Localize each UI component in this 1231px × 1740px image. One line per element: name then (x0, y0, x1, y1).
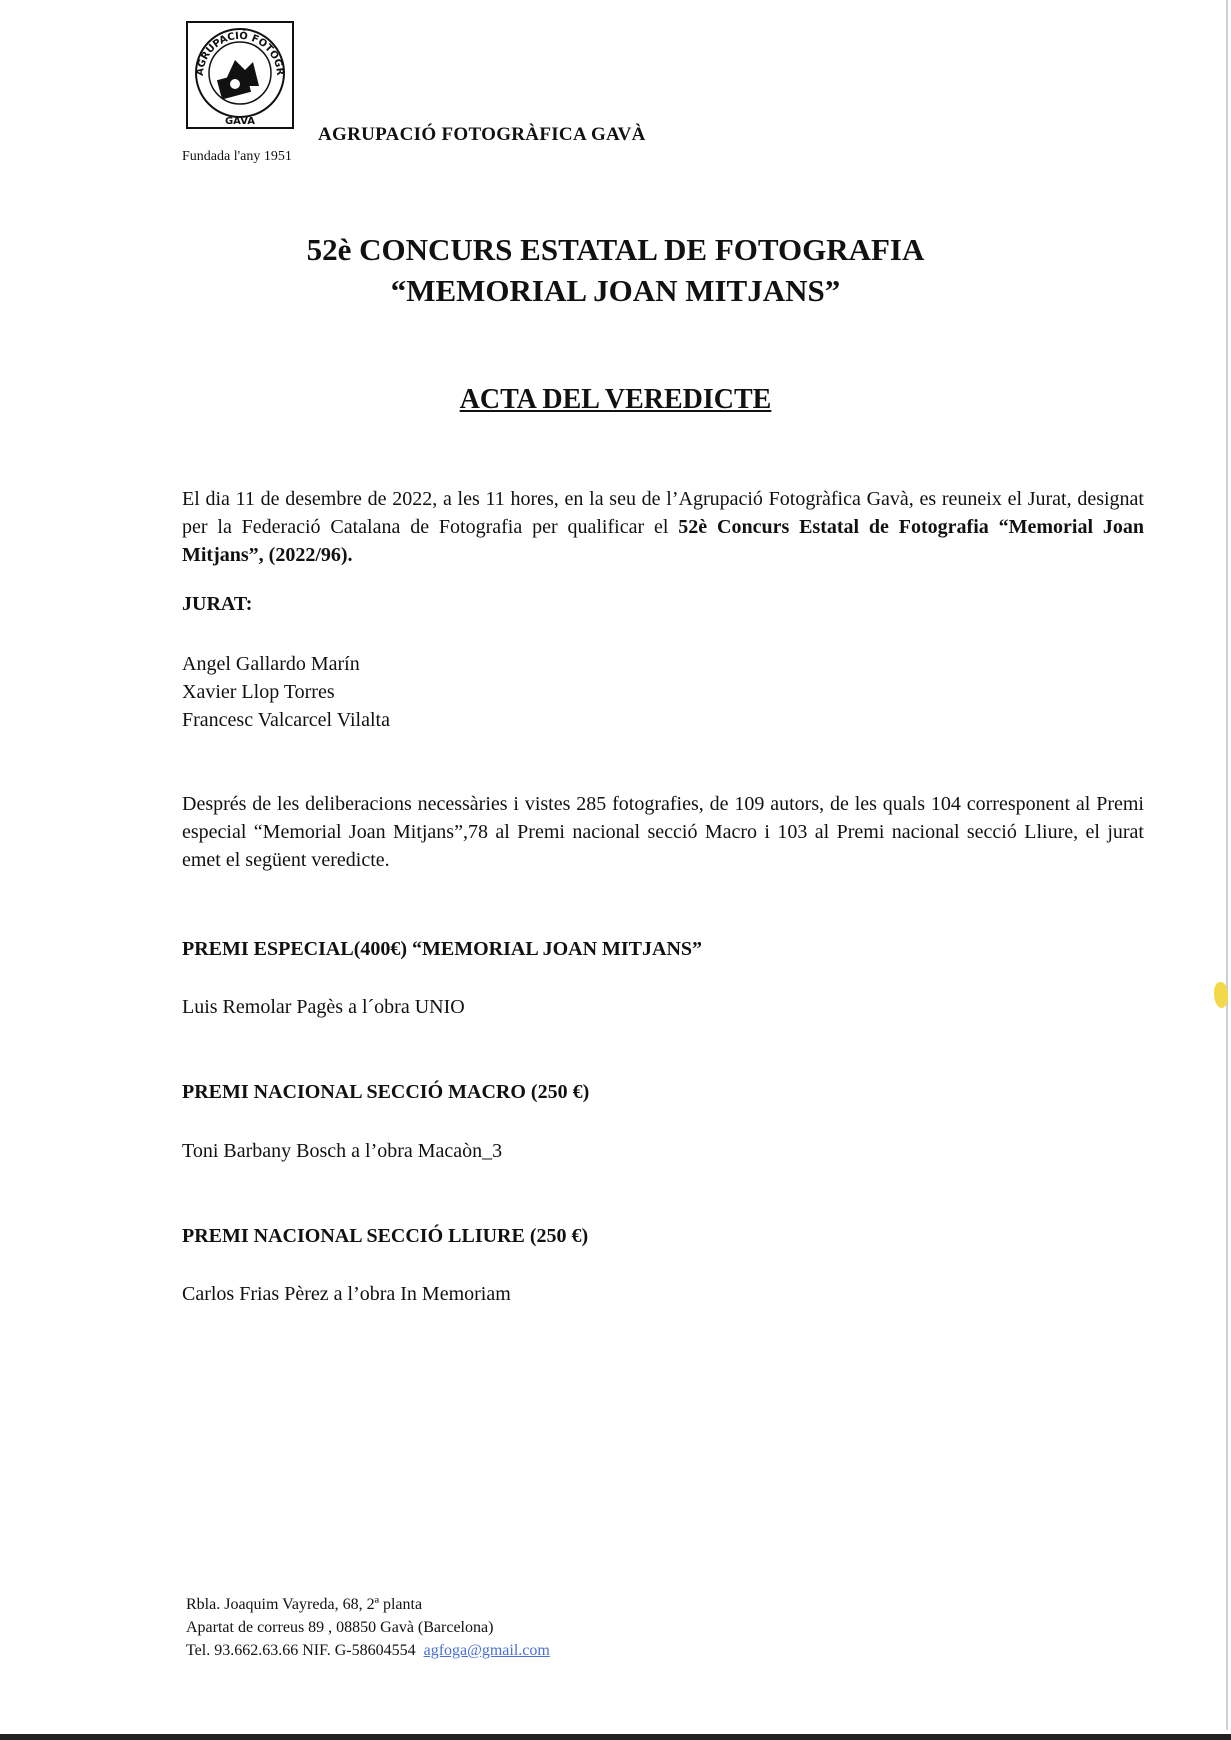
svg-text:GAVÀ: GAVÀ (224, 116, 256, 127)
intro-bold-text: 52è Concurs Estatal de Fotografia “Memorial Joan Mitjans”, (2022/96). (182, 516, 1144, 566)
email-link[interactable]: agfoga@gmail.com (423, 1642, 550, 1659)
footer-phone: Tel. 93.662.63.66 NIF. G-58604554 (186, 1642, 416, 1659)
footer-postal: Apartat de correus 89 , 08850 Gavà (Barcelona) (186, 1619, 494, 1636)
contest-title-line1: 52è CONCURS ESTATAL DE FOTOGRAFIA (306, 232, 925, 267)
scan-bottom-border (0, 1734, 1231, 1740)
prize-macro-title: PREMI NACIONAL SECCIÓ MACRO (250 €) (182, 1081, 590, 1103)
founded-note: Fundada l'any 1951 (182, 149, 292, 164)
scan-stain (1214, 982, 1228, 1008)
deliberation-paragraph: Després de les deliberacions necessàries i vistes 285 fotografies, de 109 autors, de les quals 104 corresponent al Premi especial “Memorial Joan Mitjans”,78 al Premi nacional secció Macro i 103 al Premi nacional secció Lliure, el jurat emet el següent veredicte. (182, 793, 1144, 871)
prize-special-title: PREMI ESPECIAL(400€) “MEMORIAL JOAN MITJANS” (182, 938, 703, 960)
scan-edge (1226, 0, 1228, 1730)
prize-macro-winner: Toni Barbany Bosch a l’obra Macaòn_3 (182, 1140, 503, 1162)
prize-lliure-title: PREMI NACIONAL SECCIÓ LLIURE (250 €) (182, 1225, 589, 1247)
svg-text:AGRUPACIÓ FOTOGRÀFICA: AGRUPACIÓ FOTOGR (194, 30, 286, 77)
club-logo (185, 20, 295, 138)
jury-member: Francesc Valcarcel Vilalta (182, 709, 390, 731)
footer-address: Rbla. Joaquim Vayreda, 68, 2ª planta (186, 1596, 423, 1613)
intro-paragraph (182, 485, 1144, 569)
acta-heading: ACTA DEL VEREDICTE (459, 384, 772, 415)
organization-name: AGRUPACIÓ FOTOGRÀFICA GAVÀ (318, 124, 646, 145)
jury-heading: JURAT: (182, 593, 253, 615)
jury-member: Xavier Llop Torres (182, 681, 335, 703)
prize-lliure-winner: Carlos Frias Pèrez a l’obra In Memoriam (182, 1283, 511, 1305)
contest-title-line2: “MEMORIAL JOAN MITJANS” (390, 273, 841, 308)
jury-member: Angel Gallardo Marín (182, 653, 360, 675)
footer-contact (186, 1639, 550, 1662)
prize-special-winner: Luis Remolar Pagès a l´obra UNIO (182, 996, 465, 1018)
intro-text: El dia 11 de desembre de 2022, a les 11 hores, en la seu de l’Agrupació Fotogràfica Gavà, es reuneix el Jurat, designat per la Federació Catalana de Fotografia per qualificar el (182, 488, 1144, 538)
